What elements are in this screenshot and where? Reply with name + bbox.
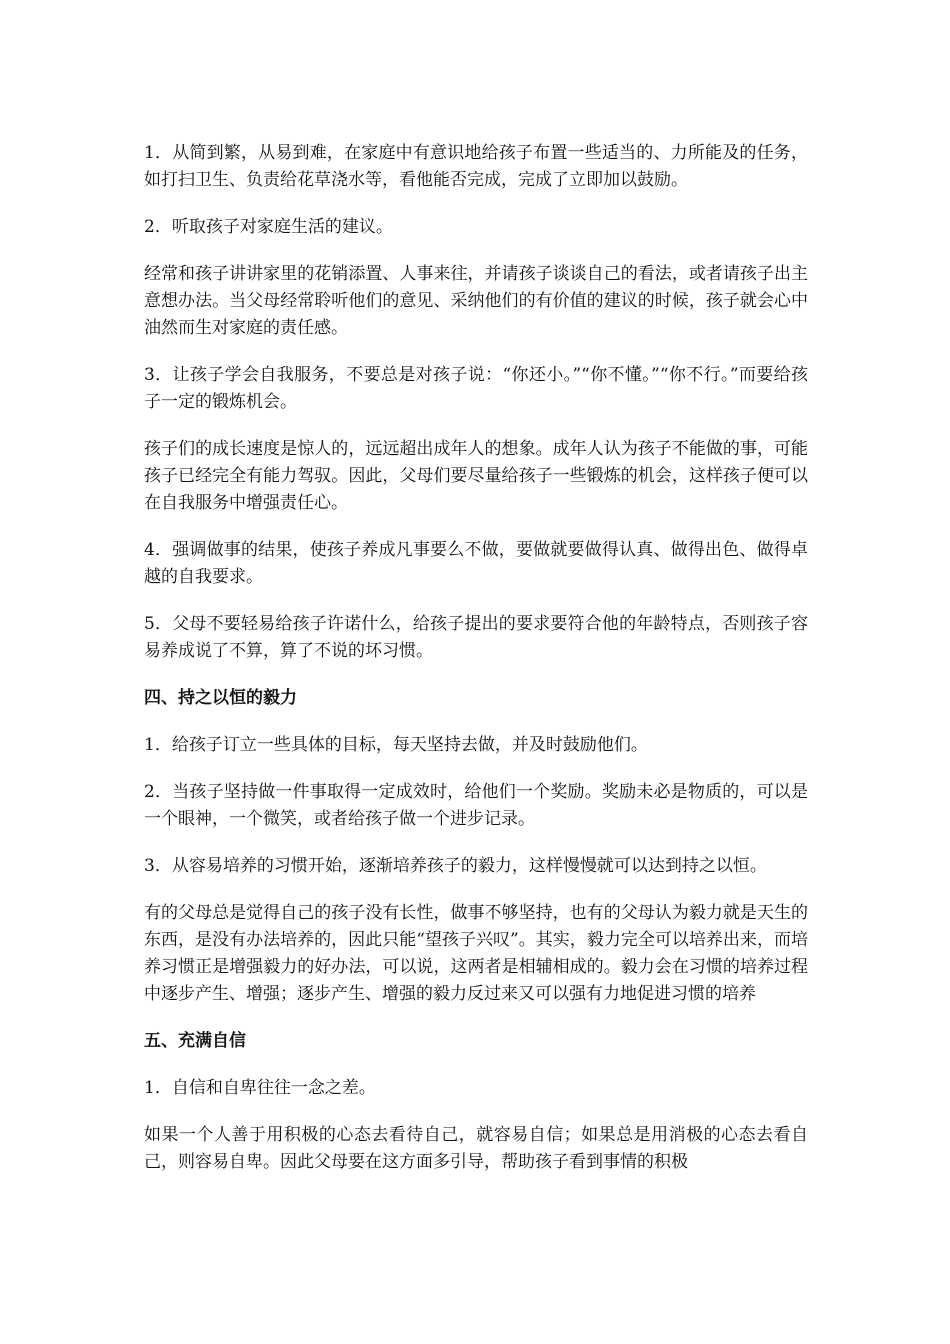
paragraph-family-expenses: 经常和孩子讲讲家里的花销添置、人事来往，并请孩子谈谈自己的看法，或者请孩子出主意想办法。当父母经常聆听他们的意见、采纳他们的有价值的建议的时候，孩子就会心中油然而生对家庭的责任感。 — [144, 264, 808, 338]
paragraph-self-service: 3．让孩子学会自我服务，不要总是对孩子说：“你还小。”“你不懂。”“你不行。”而要给孩子一定的锻炼机会。 — [144, 365, 808, 412]
heading-confidence: 五、充满自信 — [144, 1031, 246, 1051]
paragraph-confidence-inferiority: 1．自信和自卑往往一念之差。 — [144, 1078, 376, 1098]
document-page — [144, 140, 808, 1196]
paragraph-promises: 5．父母不要轻易给孩子许诺什么，给孩子提出的要求要符合他的年龄特点，否则孩子容易养成说了不算，算了不说的坏习惯。 — [144, 614, 808, 661]
paragraph-positive-attitude: 如果一个人善于用积极的心态去看待自己，就容易自信；如果总是用消极的心态去看自己，则容易自卑。因此父母要在这方面多引导，帮助孩子看到事情的积极 — [144, 1125, 808, 1172]
paragraph-results: 4．强调做事的结果，使孩子养成凡事要么不做，要做就要做得认真、做得出色、做得卓越的自我要求。 — [144, 540, 808, 587]
heading-perseverance: 四、持之以恒的毅力 — [144, 688, 297, 708]
paragraph-easy-habits: 3．从容易培养的习惯开始，逐渐培养孩子的毅力，这样慢慢就可以达到持之以恒。 — [144, 856, 767, 876]
paragraph-listen-suggestions: 2．听取孩子对家庭生活的建议。 — [144, 217, 393, 237]
paragraph-reward: 2．当孩子坚持做一件事取得一定成效时，给他们一个奖励。奖励未必是物质的，可以是一个眼神，一个微笑，或者给孩子做一个进步记录。 — [144, 782, 808, 829]
paragraph-growth-speed: 孩子们的成长速度是惊人的，远远超出成年人的想象。成年人认为孩子不能做的事，可能孩子已经完全有能力驾驭。因此，父母们要尽量给孩子一些锻炼的机会，这样孩子便可以在自我服务中增强责任心。 — [144, 439, 808, 513]
paragraph-goals: 1．给孩子订立一些具体的目标，每天坚持去做，并及时鼓励他们。 — [144, 735, 648, 755]
paragraph-task-assignment: 1．从简到繁，从易到难，在家庭中有意识地给孩子布置一些适当的、力所能及的任务，如打扫卫生、负责给花草浇水等，看他能否完成，完成了立即加以鼓励。 — [144, 143, 808, 190]
paragraph-perseverance-explained: 有的父母总是觉得自己的孩子没有长性，做事不够坚持，也有的父母认为毅力就是天生的东西，是没有办法培养的，因此只能“望孩子兴叹”。其实，毅力完全可以培养出来，而培养习惯正是增强毅力的好办法，可以说，这两者是相辅相成的。毅力会在习惯的培养过程中逐步产生、增强；逐步产生、增强的毅力反过来又可以强有力地促进习惯的培养 — [144, 903, 808, 1004]
